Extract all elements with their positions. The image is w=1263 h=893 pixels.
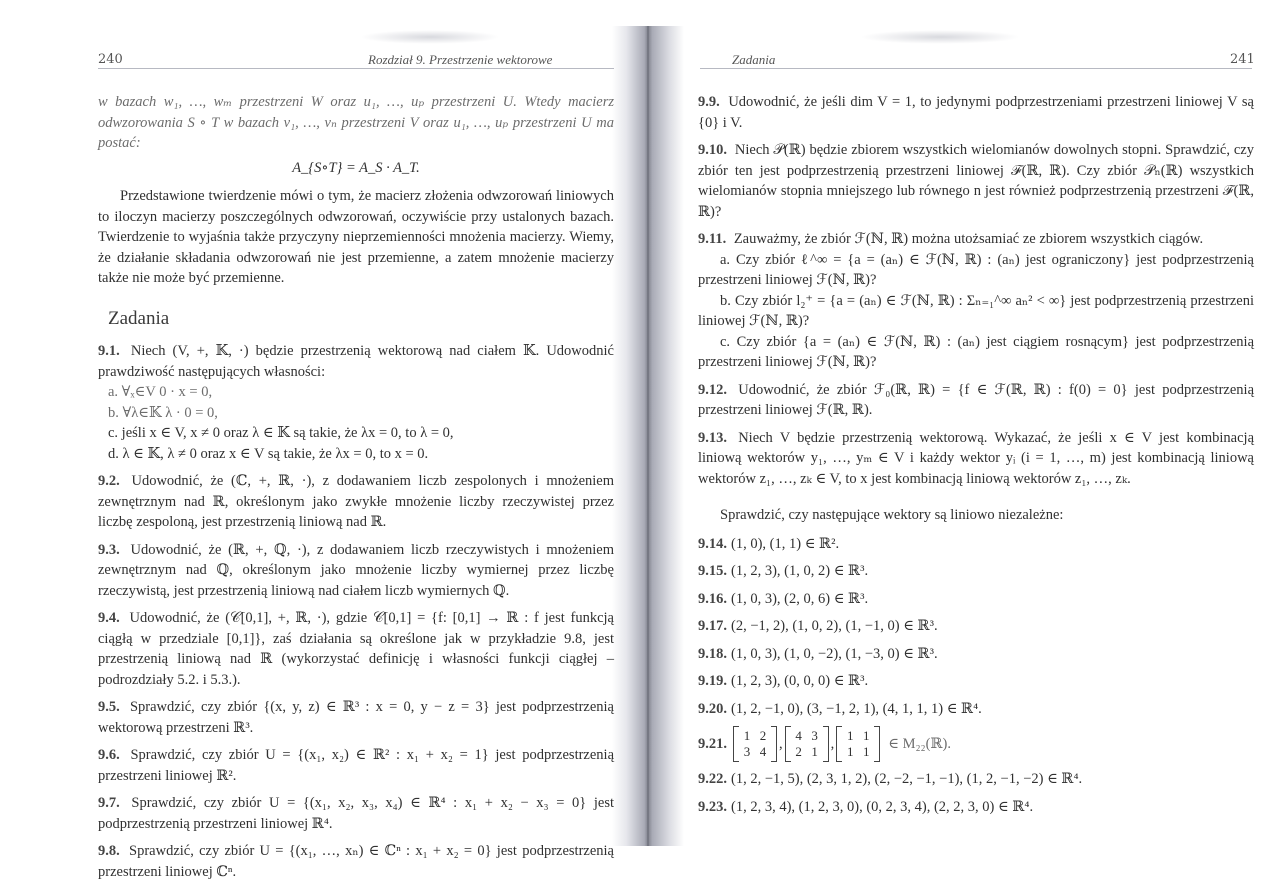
exercise-9-2 (98, 471, 614, 533)
matrix-space-label: ∈ M₂₂(ℝ). (888, 735, 951, 752)
exercise-text: (2, −1, 2), (1, 0, 2), (1, −1, 0) ∈ ℝ³. (731, 618, 938, 634)
exercise-9-16 (698, 589, 1254, 610)
exercise-9-6 (98, 745, 614, 786)
matrix-cell: 3 (811, 728, 818, 743)
exercise-text: Udowodnić, że (ℂ, +, ℝ, ·), z dodawaniem liczb zespolonych i mnożeniem zewnętrznym nad ℝ, określonym jako zwykłe mnożenie liczby rzeczywistej przez liczbę zespoloną, jest przestrzenią liniową nad ℝ. (98, 473, 615, 530)
running-head-chapter: Rozdział 9. Przestrzenie wektorowe (368, 52, 553, 67)
matrix-cell: 1 (863, 728, 870, 743)
exercise-number: 9.21. (698, 735, 727, 752)
exercise-item: c. jeśli x ∈ V, x ≠ 0 oraz λ ∈ 𝕂 są takie, że λx = 0, to λ = 0, (108, 425, 454, 441)
matrix-cell: 2 (759, 728, 767, 743)
matrix-2 (785, 726, 829, 762)
exercise-item: c. Czy zbiór {a = (aₙ) ∈ ℱ(ℕ, ℝ) : (aₙ) jest ciągiem rosnącym} jest podprzestrzenią przestrzeni liniowej ℱ(ℕ, ℝ)? (698, 333, 1254, 370)
exercise-9-4 (98, 608, 614, 690)
exercise-number: 9.6. (98, 747, 120, 763)
exercise-number: 9.20. (698, 700, 727, 717)
matrix-cell: 1 (811, 744, 818, 759)
exercise-text: (1, 0), (1, 1) ∈ ℝ². (731, 535, 840, 552)
exercise-number: 9.3. (98, 541, 120, 558)
exercise-number: 9.10. (698, 142, 727, 158)
exercise-text: Sprawdzić, czy zbiór U = {(x₁, …, xₙ) ∈ ℂⁿ : x₁ + x₂ = 0} jest podprzestrzenią przestrzeni liniowej ℂⁿ. (98, 843, 614, 880)
exercise-text: Niech 𝒫(ℝ) będzie zbiorem wszystkich wielomianów dowolnych stopni. Sprawdzić, czy zbiór ten jest podprzestrzenią przestrzeni liniowej ℱ(ℝ, ℝ). Czy zbiór 𝒫ₙ(ℝ) wszystkich wielomianów stopnia mniejszego lub równego n jest również podprzestrzenią przestrzeni ℱ(ℝ, ℝ)? (698, 142, 1254, 220)
exercise-text: Udowodnić, że (ℝ, +, ℚ, ·), z dodawaniem liczb rzeczywistych i mnożeniem zewnętrznym nad ℚ, określonym jako mnożenie liczby wymiernej przez liczbę rzeczywistą, jest przestrzenią liniową nad ciałem liczb wymiernych ℚ. (98, 541, 614, 599)
exercise-9-19 (698, 671, 1254, 692)
exercise-text: (1, 2, 3), (1, 0, 2) ∈ ℝ³. (731, 563, 869, 579)
right-page-body (698, 92, 1254, 824)
exercise-item: a. Czy zbiór ℓ^∞ = {a = (aₙ) ∈ ℱ(ℕ, ℝ) : (aₙ) jest ograniczony} jest podprzestrzenią przestrzeni liniowej ℱ(ℕ, ℝ)? (698, 251, 1254, 288)
matrix-cell: 1 (847, 744, 854, 759)
exercise-9-12 (698, 380, 1254, 421)
exercise-text: (1, 2, −1, 0), (3, −1, 2, 1), (4, 1, 1, 1) ∈ ℝ⁴. (731, 700, 982, 717)
right-page (640, 0, 1263, 893)
matrix-cell: 4 (795, 728, 802, 743)
exercise-9-13 (698, 428, 1254, 490)
exercise-9-15 (698, 561, 1254, 582)
exercise-number: 9.4. (98, 610, 120, 626)
exercise-text: (1, 0, 3), (1, 0, −2), (1, −3, 0) ∈ ℝ³. (731, 645, 938, 662)
exercise-9-8 (98, 841, 614, 882)
exercise-9-18 (698, 644, 1254, 665)
theorem-commentary: Przedstawione twierdzenie mówi o tym, że macierz złożenia odwzorowań liniowych to iloczyn macierzy poszczególnych odwzorowań, oczywiście przy ustalonych bazach. Twierdzenie to wyjaśnia także przyczyny nieprzemienności mnożenia macierzy. Wiemy, że działanie składania odwzorowań nie jest przemienne, a zatem mnożenie macierzy także nie może być przemienne. (98, 188, 614, 286)
exercise-item: d. λ ∈ 𝕂, λ ≠ 0 oraz x ∈ V są takie, że λx = 0, to x = 0. (108, 445, 429, 462)
exercise-9-11 (698, 229, 1254, 373)
exercise-item: a. ∀ₓ∈V 0 · x = 0, (108, 384, 213, 400)
lead-in-text: Sprawdzić, czy następujące wektory są liniowo niezależne: (720, 507, 1064, 523)
composition-formula: A_{S∘T} = A_S · A_T. (292, 159, 420, 176)
section-title: Zadania (108, 307, 170, 329)
exercise-number: 9.5. (98, 699, 120, 715)
exercise-9-14 (698, 534, 1254, 555)
running-head-section: Zadania (732, 52, 776, 67)
matrix-1 (733, 726, 777, 762)
exercise-number: 9.15. (698, 563, 727, 579)
exercise-9-10 (698, 140, 1254, 222)
exercise-text: (1, 2, −1, 5), (2, 3, 1, 2), (2, −2, −1, −1), (1, 2, −1, −2) ∈ ℝ⁴. (731, 771, 1083, 787)
exercise-number: 9.13. (698, 429, 727, 446)
exercise-number: 9.16. (698, 590, 727, 607)
matrix-cell: 2 (795, 744, 802, 759)
exercise-text: Sprawdzić, czy zbiór U = {(x₁, x₂) ∈ ℝ² : x₁ + x₂ = 1} jest podprzestrzenią przestrzeni liniowej ℝ². (98, 747, 615, 784)
exercise-text: Udowodnić, że zbiór ℱ₀(ℝ, ℝ) = {f ∈ ℱ(ℝ, ℝ) : f(0) = 0} jest podprzestrzenią przestrzeni liniowej ℱ(ℝ, ℝ). (698, 381, 1255, 418)
exercise-text: (1, 2, 3), (0, 0, 0) ∈ ℝ³. (731, 673, 869, 689)
exercise-text: Niech (V, +, 𝕂, ·) będzie przestrzenią wektorową nad ciałem 𝕂. Udowodnić prawdziwość następujących własności: (98, 343, 614, 380)
exercise-text: Udowodnić, że jeśli dim V = 1, to jedynymi podprzestrzeniami przestrzeni liniowej V są {0} i V. (698, 94, 1254, 131)
exercise-9-9 (698, 92, 1254, 133)
matrix-3 (836, 726, 880, 762)
exercise-number: 9.11. (698, 231, 727, 247)
page-number: 241 (1230, 52, 1255, 67)
exercise-9-21: 9.21. 1 2 3 4 , 4 3 2 1 , 1 1 1 1 ∈ M₂₂(ℝ). (698, 726, 1254, 762)
exercise-9-3 (98, 540, 614, 602)
exercise-number: 9.9. (698, 94, 720, 110)
exercise-9-22 (698, 769, 1254, 790)
intro-text: w bazach w₁, …, wₘ przestrzeni W oraz u₁, …, uₚ przestrzeni U. Wtedy macierz odwzorowania S ∘ T w bazach v₁, …, vₙ przestrzeni V oraz u₁, …, uₚ przestrzeni U ma postać: (98, 94, 614, 151)
exercise-number: 9.19. (698, 673, 727, 689)
exercise-number: 9.7. (98, 795, 120, 811)
exercise-text: Zauważmy, że zbiór ℱ(ℕ, ℝ) można utożsamiać ze zbiorem wszystkich ciągów. (733, 231, 1204, 247)
exercise-number: 9.14. (698, 535, 727, 552)
exercise-text: Niech V będzie przestrzenią wektorową. Wykazać, że jeśli x ∈ V jest kombinacją liniową wektorów y₁, …, yₘ ∈ V i każdy wektor yᵢ (i = 1, …, m) jest kombinacją liniową wektorów z₁, …, zₖ ∈ V, to x jest kombinacją liniową wektorów z₁, …, zₖ. (698, 429, 1255, 487)
matrix-cell: 1 (743, 728, 751, 743)
header-rule (700, 68, 1252, 69)
exercise-text: Udowodnić, że (𝒞[0,1], +, ℝ, ·), gdzie 𝒞[0,1] = {f: [0,1] → ℝ : f jest funkcją ciągłą w przedziale [0,1]}, zaś działania są określone jak w przykładzie 9.8, jest przestrzenią liniową nad ℝ (wykorzystać definicję i własności funkcji ciągłej – podrozdziały 5.2. i 5.3.). (98, 610, 614, 688)
matrix-cell: 3 (743, 744, 751, 759)
matrix-cell: 4 (759, 744, 767, 759)
page-number: 240 (98, 52, 123, 67)
exercise-number: 9.17. (698, 618, 727, 634)
exercise-number: 9.2. (98, 473, 120, 489)
exercise-number: 9.23. (698, 798, 727, 815)
exercise-9-7 (98, 793, 614, 834)
exercise-9-23 (698, 797, 1254, 818)
exercise-item: b. ∀λ∈𝕂 λ · 0 = 0, (108, 404, 218, 421)
left-page-body (98, 92, 614, 889)
header-rule (98, 68, 614, 69)
exercise-9-20 (698, 699, 1254, 720)
exercise-number: 9.12. (698, 381, 727, 398)
exercise-9-1 (98, 341, 614, 464)
exercise-text: Sprawdzić, czy zbiór {(x, y, z) ∈ ℝ³ : x = 0, y − z = 3} jest podprzestrzenią wektorową przestrzeni ℝ³. (98, 699, 614, 736)
matrix-cell: 1 (847, 728, 854, 743)
exercise-number: 9.18. (698, 645, 727, 662)
exercise-text: (1, 0, 3), (2, 0, 6) ∈ ℝ³. (731, 590, 869, 607)
exercise-item: b. Czy zbiór l₂⁺ = {a = (aₙ) ∈ ℱ(ℕ, ℝ) : Σₙ₌₁^∞ aₙ² < ∞} jest podprzestrzenią przestrzeni liniowej ℱ(ℕ, ℝ)? (698, 292, 1254, 329)
matrix-cell: 1 (863, 744, 870, 759)
exercise-number: 9.1. (98, 343, 120, 359)
exercise-text: Sprawdzić, czy zbiór U = {(x₁, x₂, x₃, x₄) ∈ ℝ⁴ : x₁ + x₂ − x₃ = 0} jest podprzestrzenią przestrzeni liniowej ℝ⁴. (98, 795, 614, 832)
exercise-text: (1, 2, 3, 4), (1, 2, 3, 0), (0, 2, 3, 4), (2, 2, 3, 0) ∈ ℝ⁴. (731, 798, 1034, 815)
exercise-number: 9.8. (98, 843, 120, 859)
exercise-number: 9.22. (698, 771, 727, 787)
exercise-9-17 (698, 616, 1254, 637)
exercise-9-5 (98, 697, 614, 738)
